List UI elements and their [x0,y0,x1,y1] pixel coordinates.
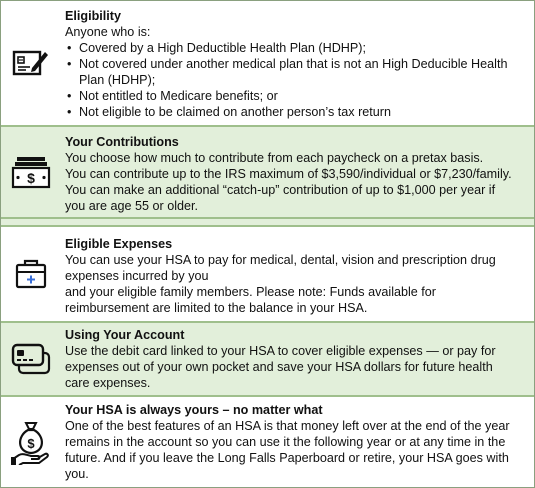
icon-cell [1,127,61,217]
intro-line: Anyone who is: [65,25,151,39]
medical-kit-icon [14,257,48,291]
account-text [61,323,534,395]
list-item [65,40,534,56]
section-title: Eligibility [65,9,121,23]
text-line: expenses incurred by you [65,269,209,283]
text-line: Use the debit card linked to your HSA to cover eligible expenses — or pay for [65,344,496,358]
contributions-text [61,127,534,217]
text-line: You can contribute up to the IRS maximum of $3,590/individual or $7,230/family. [65,167,512,181]
account-section [1,323,534,395]
text-line: reimbursement are limited to the balance in your HSA. [65,301,368,315]
text-line: remains in the account so you can use it the following year or at any time in the [65,435,506,449]
eligibility-list [65,40,534,120]
text-line: You choose how much to contribute from each paycheck on a pretax basis. [65,151,484,165]
list-item [65,104,534,120]
icon-cell [1,227,61,321]
eligibility-section [1,1,534,125]
icon-cell [1,323,61,395]
icon-cell [1,397,61,487]
list-item-text: Plan (HDHP); [79,73,156,87]
money-bag-hand-icon [11,419,51,465]
list-item-text: • Not entitled to Medicare benefits; or [79,89,278,103]
expenses-section [1,227,534,321]
text-line: you are age 55 or older. [65,199,199,213]
eligibility-text [61,1,534,125]
text-line: You can use your HSA to pay for medical, dental, vision and prescription drug [65,253,496,267]
text-line: You can make an additional “catch-up” contribution of up to $1,000 per year if [65,183,496,197]
list-item-text: • Not eligible to be claimed on another person’s tax return [79,105,391,119]
ownership-text [61,397,534,487]
section-title: Your Contributions [65,135,179,149]
section-title: Using Your Account [65,328,185,342]
section-title: Eligible Expenses [65,237,173,251]
svg-text:$: $ [27,170,35,186]
section-title: Your HSA is always yours – no matter what [65,403,323,417]
text-line: expenses out of your own pocket and save your HSA dollars for future health [65,360,493,374]
svg-text:$: $ [27,436,35,451]
list-item-text: • Not covered under another medical plan that is not an High Deducible Health [79,57,508,71]
list-item [65,88,534,104]
list-item-text: • Covered by a High Deductible Health Plan (HDHP); [79,41,366,55]
check-document-icon [12,46,50,80]
contributions-section [1,127,534,217]
cash-stack-icon [11,155,51,189]
text-line: and your eligible family members. Please note: Funds available for [65,285,437,299]
expenses-text [61,227,534,321]
text-line: One of the best features of an HSA is that money left over at the end of the year [65,419,510,433]
icon-cell [1,1,61,125]
list-item [65,56,534,88]
ownership-section [1,397,534,487]
text-line: future. And if you leave the Long Falls Paperboard or retire, your HSA goes with [65,451,509,465]
text-line: care expenses. [65,376,151,390]
debit-card-icon [11,343,51,375]
text-line: you. [65,467,89,481]
